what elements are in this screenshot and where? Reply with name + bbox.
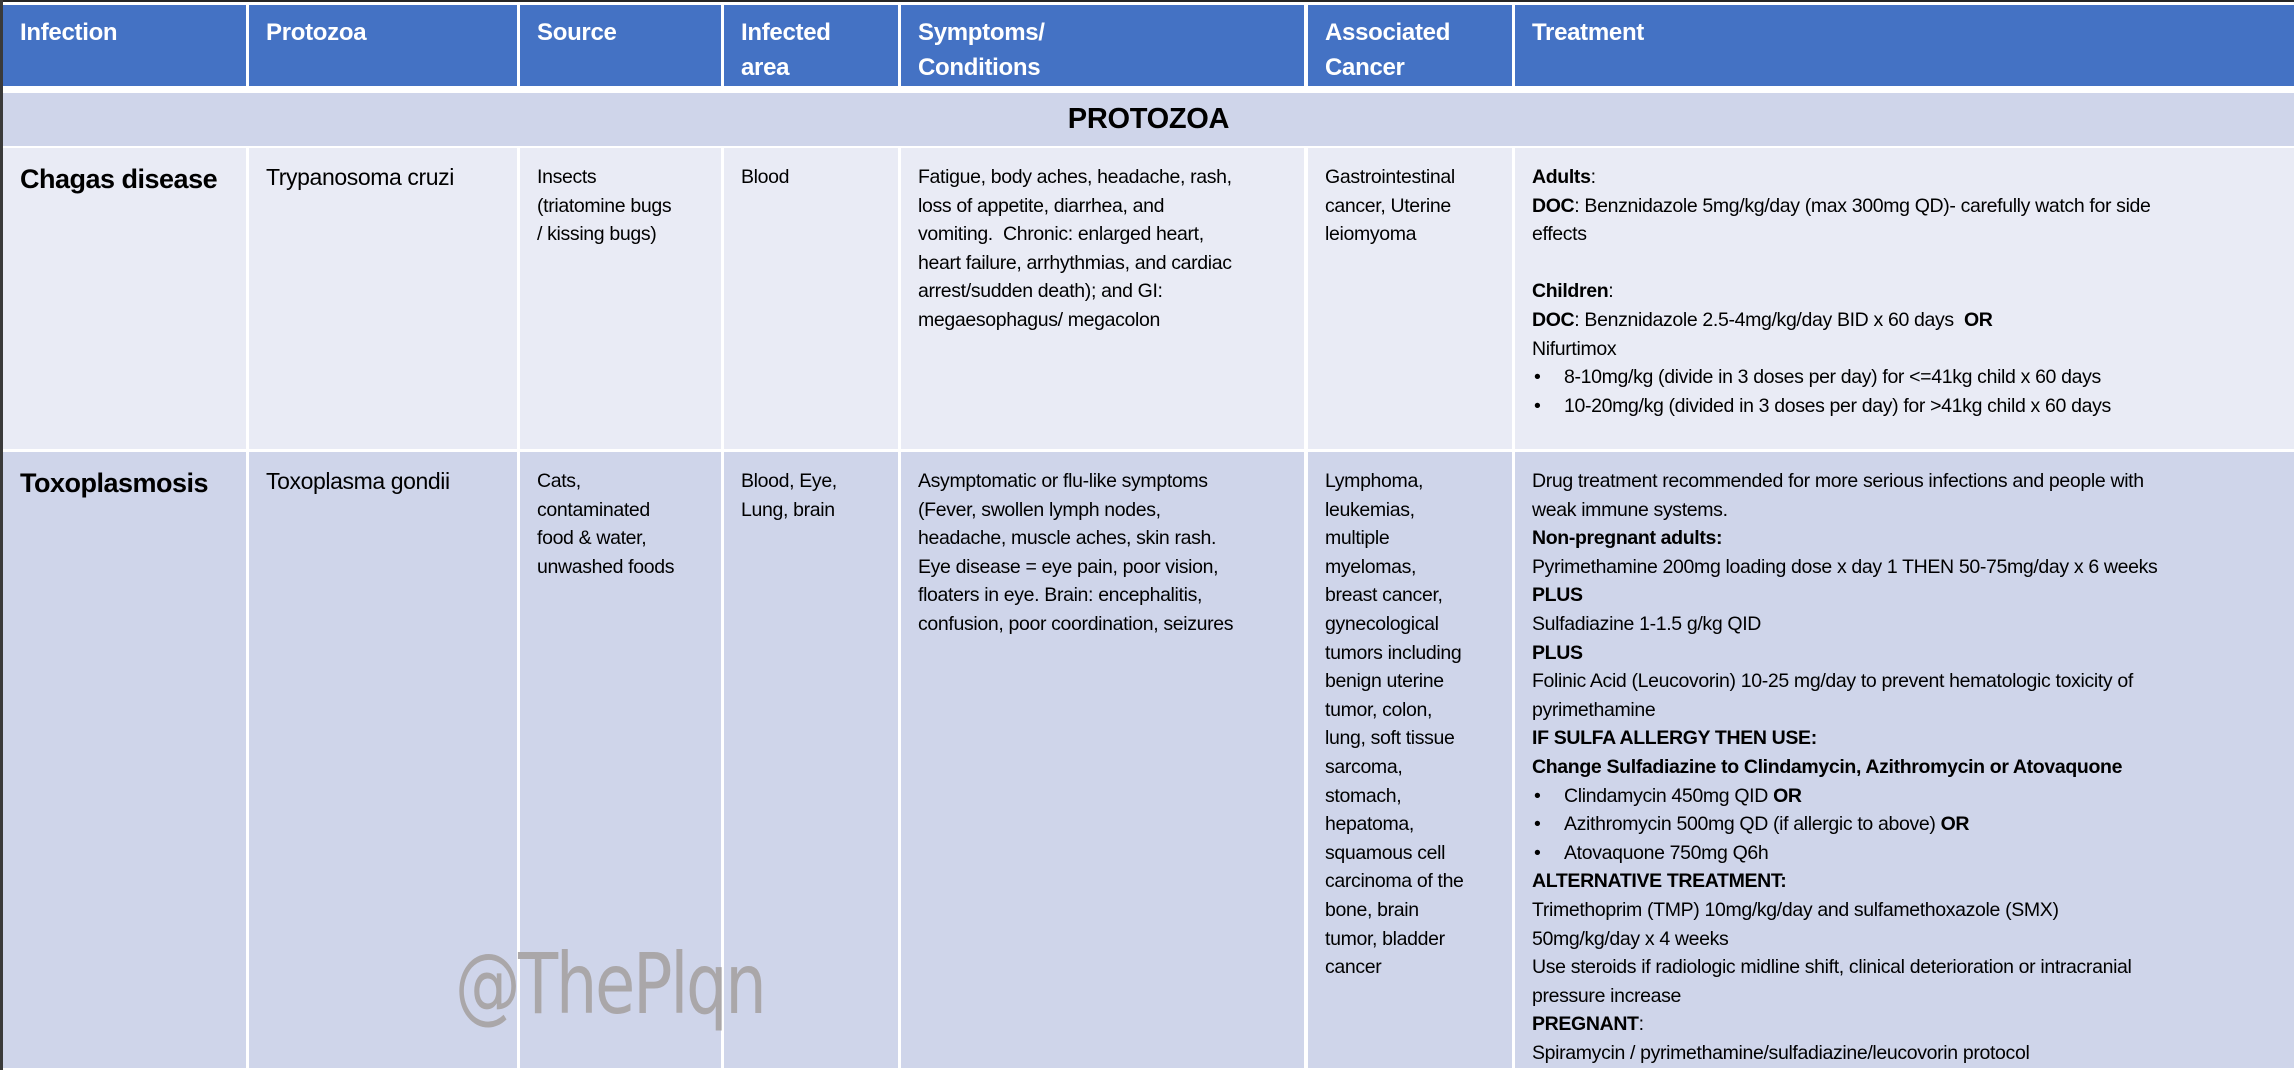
bold-text: OR [1963, 308, 1993, 331]
header-source [520, 5, 721, 86]
text-line: Cats, [537, 470, 581, 492]
bold-text: ALTERNATIVE TREATMENT: [1532, 870, 1787, 893]
treatment-line [1532, 1010, 2284, 1039]
treatment-line [1532, 496, 2284, 525]
watermark-text: @ThePlqn [455, 935, 765, 1033]
source-cell [520, 452, 721, 1068]
text: : [1608, 280, 1614, 303]
text: Sulfadiazine 1-1.5 g/kg QID [1532, 612, 1762, 635]
treatment-line [1532, 639, 2284, 668]
text-line: area [741, 54, 790, 81]
text: 10-20mg/kg (divided in 3 doses per day) for >41kg child x 60 days [1564, 394, 2111, 417]
text: Pyrimethamine 200mg loading dose x day 1 THEN 50-75mg/day x 6 weeks [1532, 555, 2158, 578]
infected-area-cell [724, 452, 898, 1068]
treatment-line [1532, 163, 2284, 192]
treatment-line [1532, 335, 2284, 364]
text: 50mg/kg/day x 4 weeks [1532, 927, 1729, 950]
header-associated-cancer [1308, 5, 1512, 86]
text-line: unwashed foods [537, 555, 675, 578]
treatment-line [1532, 524, 2284, 553]
treatment-line [1532, 467, 2284, 496]
treatment-line [1532, 925, 2284, 954]
infected-area-cell [724, 148, 898, 449]
treatment-line [1532, 753, 2284, 782]
text-line: lung, soft tissue [1325, 727, 1455, 750]
section-title: PROTOZOA [1067, 103, 1230, 135]
text: weak immune systems. [1532, 498, 1728, 521]
treatment-line [1532, 192, 2284, 221]
text-line: hepatoma, [1325, 813, 1414, 836]
text: : Benznidazole 5mg/kg/day (max 300mg QD)- carefully watch for side [1574, 194, 2151, 217]
section-band-protozoa [3, 93, 2294, 146]
treatment-line [1532, 696, 2284, 725]
header-infection [3, 5, 246, 86]
header-infected-area [724, 5, 898, 86]
header-protozoa [249, 5, 517, 86]
table-header-row [3, 5, 2294, 86]
symptoms-cell [901, 148, 1304, 449]
text-line: Fatigue, body aches, headache, rash, [918, 166, 1232, 188]
text-line: myelomas, [1325, 555, 1417, 578]
treatment-line [1532, 249, 2284, 278]
text: pressure increase [1532, 984, 1682, 1007]
text-line: megaesophagus/ megacolon [918, 308, 1161, 331]
text-line: vomiting. Chronic: enlarged heart, [918, 223, 1204, 246]
bold-text: DOC [1532, 308, 1575, 331]
table-row-toxoplasmosis [3, 452, 2294, 1068]
text-line: Protozoa [266, 19, 367, 46]
text-line: Asymptomatic or flu-like symptoms [918, 470, 1208, 492]
bullet-icon: • [1534, 784, 1541, 807]
text-line: multiple [1325, 527, 1390, 550]
treatment-cell [1515, 148, 2294, 449]
text: Folinic Acid (Leucovorin) 10-25 mg/day to prevent hematologic toxicity of [1532, 670, 2133, 693]
treatment-line [1532, 1039, 2284, 1068]
bullet-icon: • [1534, 366, 1541, 389]
text-line: Symptoms/ [918, 19, 1045, 46]
table-row-chagas [3, 148, 2294, 449]
treatment-line [1532, 277, 2284, 306]
treatment-line [1532, 581, 2284, 610]
bullet-item [1532, 363, 2284, 392]
text: Atovaquone 750mg Q6h [1564, 841, 1769, 864]
text-line: tumor, colon, [1325, 698, 1433, 721]
text-line: Blood, Eye, [741, 470, 837, 492]
bullet-item [1532, 782, 2284, 811]
bullet-item [1532, 392, 2284, 421]
associated-cancer-cell [1308, 148, 1512, 449]
text-line: cancer [1325, 956, 1382, 979]
treatment-line [1532, 896, 2284, 925]
associated-cancer-cell [1308, 452, 1512, 1068]
text-line: contaminated [537, 498, 650, 521]
bold-text: Change Sulfadiazine to Clindamycin, Azithromycin or Atovaquone [1532, 755, 2123, 778]
text-line: stomach, [1325, 784, 1402, 807]
bold-text: Non-pregnant adults: [1532, 527, 1723, 550]
text: Clindamycin 450mg QID [1564, 784, 1774, 807]
text: : Benznidazole 2.5-4mg/kg/day BID x 60 days [1574, 308, 1964, 331]
bold-text: PLUS [1532, 641, 1583, 664]
treatment-line [1532, 306, 2284, 335]
text-line: sarcoma, [1325, 755, 1403, 778]
text-line: confusion, poor coordination, seizures [918, 612, 1234, 635]
bold-text: PLUS [1532, 584, 1583, 607]
treatment-line [1532, 220, 2284, 249]
bold-text: OR [1773, 784, 1802, 807]
text [1532, 252, 1537, 274]
text: 8-10mg/kg (divide in 3 doses per day) for <=41kg child x 60 days [1564, 366, 2101, 389]
text: Spiramycin / pyrimethamine/sulfadiazine/leucovorin protocol [1532, 1041, 2030, 1064]
text: Nifurtimox [1532, 337, 1617, 360]
bold-text: DOC [1532, 194, 1575, 217]
bullet-icon: • [1534, 841, 1541, 864]
text-line: leukemias, [1325, 498, 1415, 521]
bold-text: OR [1940, 813, 1970, 836]
protozoa-name: Toxoplasma gondii [249, 452, 517, 1068]
treatment-cell [1515, 452, 2294, 1068]
bullet-icon: • [1534, 394, 1541, 417]
text-line: benign uterine [1325, 670, 1444, 693]
treatment-line [1532, 610, 2284, 639]
text: : [1638, 1013, 1644, 1036]
text-line: arrest/sudden death); and GI: [918, 280, 1163, 303]
text-line: / kissing bugs) [537, 223, 657, 246]
bold-text: IF SULFA ALLERGY THEN USE: [1532, 727, 1817, 750]
protozoa-name: Trypanosoma cruzi [249, 148, 517, 449]
infection-name: Chagas disease [3, 148, 246, 449]
text-line: Lymphoma, [1325, 470, 1424, 492]
text-line: Treatment [1532, 19, 1645, 46]
text: effects [1532, 223, 1587, 246]
text: : [1590, 166, 1596, 188]
infection-name: Toxoplasmosis [3, 452, 246, 1068]
top-edge-bar [0, 0, 2294, 2]
bullet-item [1532, 810, 2284, 839]
text-line: Cancer [1325, 54, 1405, 81]
text-line: cancer, Uterine [1325, 194, 1451, 217]
treatment-line [1532, 982, 2284, 1011]
text-line: Source [537, 19, 617, 46]
text-line: Associated [1325, 19, 1451, 46]
text-line: Eye disease = eye pain, poor vision, [918, 555, 1219, 578]
text: Use steroids if radiologic midline shift, clinical deterioration or intracranial [1532, 956, 2132, 979]
text-line: loss of appetite, diarrhea, and [918, 194, 1165, 217]
text-line: Infected [741, 19, 831, 46]
source-cell [520, 148, 721, 449]
text-line: Insects [537, 166, 597, 188]
header-symptoms-conditions [901, 5, 1304, 86]
text-line: breast cancer, [1325, 584, 1443, 607]
header-treatment [1515, 5, 2294, 86]
bold-text: Adults [1532, 166, 1591, 188]
text-line: (Fever, swollen lymph nodes, [918, 498, 1161, 521]
text-line: Conditions [918, 54, 1041, 81]
treatment-line [1532, 724, 2284, 753]
text-line: Infection [20, 19, 118, 46]
treatment-line [1532, 953, 2284, 982]
treatment-line [1532, 667, 2284, 696]
text-line: bone, brain [1325, 898, 1419, 921]
bullet-item [1532, 839, 2284, 868]
text-line: headache, muscle aches, skin rash. [918, 527, 1217, 550]
text-line: tumor, bladder [1325, 927, 1445, 950]
text-line: Gastrointestinal [1325, 166, 1455, 188]
text-line: Lung, brain [741, 498, 835, 521]
symptoms-cell [901, 452, 1304, 1068]
bold-text: Children [1532, 280, 1609, 303]
text-line: squamous cell [1325, 841, 1446, 864]
treatment-line [1532, 553, 2284, 582]
text-line: (triatomine bugs [537, 194, 672, 217]
bullet-icon: • [1534, 813, 1541, 836]
text-line: leiomyoma [1325, 223, 1417, 246]
text: Azithromycin 500mg QD (if allergic to above) [1564, 813, 1941, 836]
text: Trimethoprim (TMP) 10mg/kg/day and sulfamethoxazole (SMX) [1532, 898, 2059, 921]
treatment-line [1532, 867, 2284, 896]
text-line: carcinoma of the [1325, 870, 1464, 893]
text-line: heart failure, arrhythmias, and cardiac [918, 251, 1232, 274]
text-line: food & water, [537, 527, 647, 550]
text-line: gynecological [1325, 612, 1439, 635]
text-line: tumors including [1325, 641, 1462, 664]
text: pyrimethamine [1532, 698, 1656, 721]
text-line: floaters in eye. Brain: encephalitis, [918, 584, 1203, 607]
bold-text: PREGNANT [1532, 1013, 1639, 1036]
text-line: Blood [741, 166, 790, 188]
text: Drug treatment recommended for more serious infections and people with [1532, 470, 2144, 492]
